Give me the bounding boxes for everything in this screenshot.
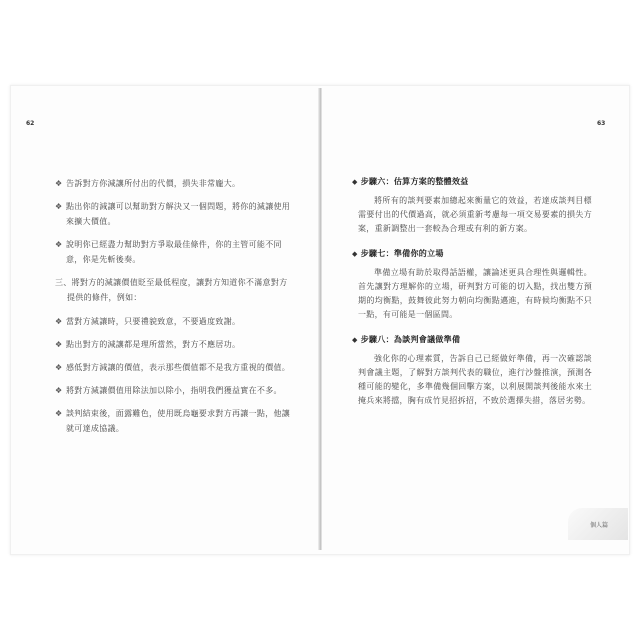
bullet-text: 點出你的減讓可以幫助對方解決又一個問題，將你的減讓使用來擴大價值。 <box>66 202 291 226</box>
bullet-text: 談判結束後，面露難色，使用既烏龜要求對方再讓一點，他讓就可達成協議。 <box>66 409 291 433</box>
left-page-content <box>55 176 295 444</box>
bullet-icon: ❖ <box>55 317 63 326</box>
diamond-icon: ◆ <box>352 336 358 344</box>
page-number-left: 62 <box>26 120 35 127</box>
step-block <box>352 176 592 236</box>
page-number-right: 63 <box>597 120 606 127</box>
step-title-text: 步驟八：為談判會議做準備 <box>360 335 461 344</box>
list-item <box>55 176 295 191</box>
step-title <box>352 248 592 260</box>
list-item <box>55 314 295 329</box>
right-page-content <box>352 176 592 420</box>
step-body: 準備立場有助於取得話語權，讓論述更具合理性與邏輯性。首先讓對方理解你的立場，研判對方可能的切入點，找出雙方預期的均衡點，鼓舞彼此努力朝向均衡點邁進，有時候均衡點不只一點，有可能是一個區間。 <box>358 268 592 319</box>
step-title <box>352 334 592 346</box>
bullet-icon: ❖ <box>55 363 63 372</box>
chapter-tab-label: 個人篇 <box>590 522 609 529</box>
bullet-icon: ❖ <box>55 179 63 188</box>
bullet-text: 感低對方減讓的價值，表示那些價值都不是我方重視的價值。 <box>66 363 291 372</box>
diamond-icon: ◆ <box>352 250 358 258</box>
section-heading: 三、將對方的減讓價值貶至最低程度，讓對方知道你不滿意對方提供的條件，例如： <box>55 278 288 302</box>
step-title-text: 步驟六：估算方案的整體效益 <box>360 177 469 186</box>
list-item <box>55 360 295 375</box>
bullet-icon: ❖ <box>55 409 63 418</box>
diamond-icon: ◆ <box>352 178 358 186</box>
bullet-text: 說明你已經盡力幫助對方爭取最佳條件，你的主管可能不同意，你是先斬後奏。 <box>66 240 282 264</box>
bullet-icon: ❖ <box>55 386 63 395</box>
step-title-text: 步驟七：準備你的立場 <box>360 249 444 258</box>
bullet-text: 點出對方的減讓都是理所當然，對方不應居功。 <box>66 340 241 349</box>
step-block <box>352 334 592 408</box>
bullet-icon: ❖ <box>55 340 63 349</box>
list-item <box>55 337 295 352</box>
book-gutter <box>318 88 322 550</box>
step-body: 強化你的心理素質，告訴自己已經做好準備，再一次確認談判會議主題，了解對方談判代表的職位，進行沙盤推演，預測各種可能的變化，多準備幾個回擊方案，以利展開談判後能水來土掩兵來將擋，胸有成竹見招拆招，不致於選擇失措，落居劣勢。 <box>358 354 592 405</box>
bullet-icon: ❖ <box>55 202 63 211</box>
list-item <box>55 199 295 229</box>
list-item <box>55 383 295 398</box>
list-item <box>55 406 295 436</box>
bullet-text: 當對方減讓時，只要禮貌致意，不要過度致謝。 <box>66 317 241 326</box>
step-title <box>352 176 592 188</box>
bullet-text: 告訴對方你減讓所付出的代價，損失非常龐大。 <box>66 179 241 188</box>
list-item <box>55 237 295 267</box>
bullet-text: 將對方減讓價值用除法加以除小，指明我們獲益實在不多。 <box>66 386 282 395</box>
step-block <box>352 248 592 322</box>
step-body: 將所有的談判要素加總起來衡量它的效益，若達成談判目標需要付出的代價過高，就必須重新考慮每一項交易要素的損失方案，重新調整出一套較為合理或有利的新方案。 <box>358 196 592 233</box>
bullet-icon: ❖ <box>55 240 63 249</box>
